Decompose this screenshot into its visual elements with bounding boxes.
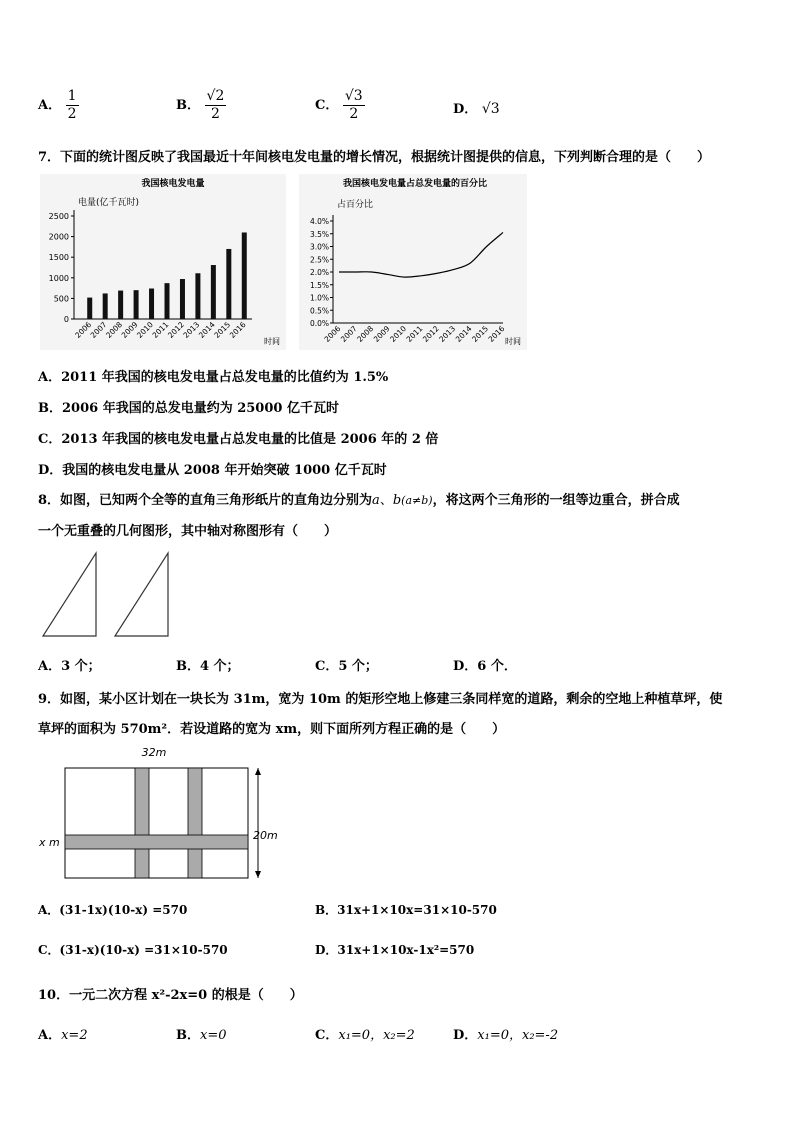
q10-option-d[interactable] xyxy=(453,1024,558,1043)
bar xyxy=(103,293,108,319)
bar xyxy=(149,289,154,319)
bar xyxy=(180,279,185,319)
bar xyxy=(165,283,170,319)
bar xyxy=(211,265,216,319)
y-tick-label: 1.5% xyxy=(309,280,329,290)
bar xyxy=(242,232,247,319)
x-tick-label: 2008 xyxy=(355,324,376,344)
bar xyxy=(118,291,123,319)
q7-option-c[interactable]: C．2013 年我国的核电发电量占总发电量的比值是 2006 年的 2 倍 xyxy=(38,432,439,447)
q9-rectangle-roads-figure xyxy=(36,744,286,884)
height-label: 20m xyxy=(253,829,278,842)
x-tick-label: 2012 xyxy=(420,324,441,344)
road-vertical-2 xyxy=(188,768,202,878)
bar xyxy=(87,298,92,319)
q8-option-d[interactable]: D．6 个． xyxy=(453,659,517,674)
q10-stem xyxy=(38,984,303,1003)
option-label: B． xyxy=(176,98,200,113)
y-tick-label: 2500 xyxy=(48,212,69,221)
option-label: A． xyxy=(38,1028,62,1043)
x-tick-label: 2016 xyxy=(486,324,507,344)
lot-rectangle xyxy=(65,768,248,878)
x-tick-label: 2011 xyxy=(150,320,171,340)
separator: 、 xyxy=(379,493,393,508)
nuclear-power-bar-chart xyxy=(38,172,288,352)
y-tick-label: 2.0% xyxy=(309,268,329,277)
chart-title: 我国核电发电量占总发电量的百分比 xyxy=(342,179,488,189)
bar xyxy=(226,249,231,319)
stem-text: ，将这两个三角形的一组等边重合，拼合成 xyxy=(432,493,680,508)
x-tick-label: 2008 xyxy=(104,320,125,340)
q6-option-b[interactable] xyxy=(176,88,226,123)
x-tick-label: 2014 xyxy=(453,324,474,344)
x-tick-label: 2015 xyxy=(470,324,491,344)
q9-stem-line1: 9．如图，某小区计划在一块长为 31m，宽为 10m 的矩形空地上修建三条同样宽的道路，剩余的空地上种植草坪，使 xyxy=(38,692,723,707)
y-tick-label: 1000 xyxy=(48,273,69,283)
x-tick-label: 2015 xyxy=(212,320,233,340)
stem-text: 10．一元二次方程 xyxy=(38,988,152,1003)
y-tick-label: 4.0% xyxy=(309,217,329,226)
right-triangle-1 xyxy=(43,553,96,636)
x-tick-label: 2007 xyxy=(338,324,359,344)
nuclear-power-percent-line-chart xyxy=(297,172,529,352)
right-triangle-2 xyxy=(115,553,168,636)
q9-option-c[interactable]: C．(31-x)(10-x) =31×10-570 xyxy=(38,943,228,957)
x-tick-label: 2012 xyxy=(166,320,186,340)
x-tick-label: 2010 xyxy=(135,320,155,340)
numerator: 1 xyxy=(67,88,77,104)
numerator: √2 xyxy=(206,88,225,104)
option-equation: x₁=0，x₂=-2 xyxy=(477,1028,559,1043)
stem-text: 的根是（ ） xyxy=(207,988,303,1003)
x-tick-label: 2013 xyxy=(437,324,458,344)
x-tick-label: 2007 xyxy=(88,320,109,340)
x-tick-label: 2011 xyxy=(404,324,425,344)
chart-title: 我国核电发电量 xyxy=(141,179,205,189)
q8-triangles-figure xyxy=(38,548,218,640)
var-b: b xyxy=(392,493,402,508)
y-tick-label: 2000 xyxy=(48,232,69,242)
numerator: √3 xyxy=(344,88,363,104)
y-axis-label: 占百分比 xyxy=(337,200,374,210)
denominator: 2 xyxy=(67,106,77,122)
y-tick-label: 1500 xyxy=(48,253,69,263)
denominator: 2 xyxy=(210,106,220,122)
q7-option-b[interactable]: B．2006 年我国的总发电量约为 25000 亿千瓦时 xyxy=(38,401,339,416)
q7-option-a[interactable]: A．2011 年我国的核电发电量占总发电量的比值约为 1.5% xyxy=(38,370,389,385)
y-tick-label: 500 xyxy=(53,294,69,304)
option-label: C． xyxy=(315,98,339,113)
option-equation: x₁=0，x₂=2 xyxy=(338,1028,415,1043)
option-label: A． xyxy=(38,98,62,113)
y-tick-label: 0.0% xyxy=(309,319,329,328)
q7-option-d[interactable]: D．我国的核电发电量从 2008 年开始突破 1000 亿千瓦时 xyxy=(38,463,387,478)
option-equation: x=0 xyxy=(200,1028,227,1043)
condition: (a≠b) xyxy=(401,494,433,507)
q10-option-c[interactable] xyxy=(315,1024,415,1043)
x-axis-label: 时间 xyxy=(264,337,280,346)
q9-option-b[interactable]: B．31x+1×10x=31×10-570 xyxy=(315,903,497,917)
x-tick-label: 2016 xyxy=(227,320,248,340)
q10-option-a[interactable] xyxy=(38,1024,88,1043)
radical: √3 xyxy=(481,101,500,117)
q10-option-b[interactable] xyxy=(176,1024,227,1043)
q9-option-a[interactable]: A．(31-1x)(10-x) =570 xyxy=(38,903,188,917)
bar xyxy=(195,273,200,319)
x-tick-label: 2006 xyxy=(322,324,343,344)
option-label: D． xyxy=(453,1028,478,1043)
y-tick-label: 2.5% xyxy=(309,255,329,265)
y-tick-label: 3.5% xyxy=(309,229,329,239)
fraction xyxy=(66,88,79,123)
option-label: B． xyxy=(176,1028,200,1043)
option-label: D． xyxy=(453,102,478,117)
fraction xyxy=(205,88,227,123)
denominator: 2 xyxy=(349,106,359,122)
q6-option-a[interactable] xyxy=(38,88,79,123)
q6-option-d[interactable] xyxy=(453,98,500,117)
q7-stem: 7．下面的统计图反映了我国最近十年间核电发电量的增长情况，根据统计图提供的信息，下列判断合理的是（ ） xyxy=(38,150,711,165)
x-tick-label: 2006 xyxy=(73,320,94,340)
x-tick-label: 2014 xyxy=(196,320,217,340)
fraction xyxy=(343,88,365,123)
arrow-down-icon xyxy=(255,871,261,878)
width-label: 32m xyxy=(141,746,167,759)
equation: x²-2x=0 xyxy=(151,988,208,1003)
var-a: a xyxy=(372,493,380,508)
road-vertical-1 xyxy=(135,768,149,878)
x-tick-label: 2009 xyxy=(119,320,140,340)
q8-stem-line1 xyxy=(38,489,680,508)
bar xyxy=(134,290,139,319)
y-tick-label: 3.0% xyxy=(309,242,329,252)
q8-option-b[interactable]: B．4 个； xyxy=(176,659,240,674)
q6-option-c[interactable] xyxy=(315,88,365,123)
option-equation: x=2 xyxy=(61,1028,88,1043)
stem-text: 8．如图，已知两个全等的直角三角形纸片的直角边分别为 xyxy=(38,493,373,508)
road-horizontal xyxy=(65,835,248,849)
y-tick-label: 0 xyxy=(63,315,69,324)
option-label: C． xyxy=(315,1028,339,1043)
q8-option-c[interactable]: C．5 个； xyxy=(315,659,378,674)
q8-option-a[interactable]: A．3 个； xyxy=(38,659,101,674)
q8-stem-line2: 一个无重叠的几何图形，其中轴对称图形有（ ） xyxy=(38,524,338,539)
y-tick-label: 0.5% xyxy=(309,306,329,316)
x-tick-label: 2013 xyxy=(181,320,202,340)
x-axis-label: 时间 xyxy=(505,337,521,346)
road-width-label: x m xyxy=(39,836,60,849)
q9-option-d[interactable]: D．31x+1×10x-1x²=570 xyxy=(315,943,475,957)
arrow-up-icon xyxy=(255,768,261,775)
y-axis-label: 电量(亿千瓦时) xyxy=(78,198,140,208)
q9-stem-line2: 草坪的面积为 570m²．若设道路的宽为 xm，则下面所列方程正确的是（ ） xyxy=(38,722,506,737)
x-tick-label: 2009 xyxy=(371,324,392,344)
y-tick-label: 1.0% xyxy=(309,293,329,303)
x-tick-label: 2010 xyxy=(388,324,409,344)
